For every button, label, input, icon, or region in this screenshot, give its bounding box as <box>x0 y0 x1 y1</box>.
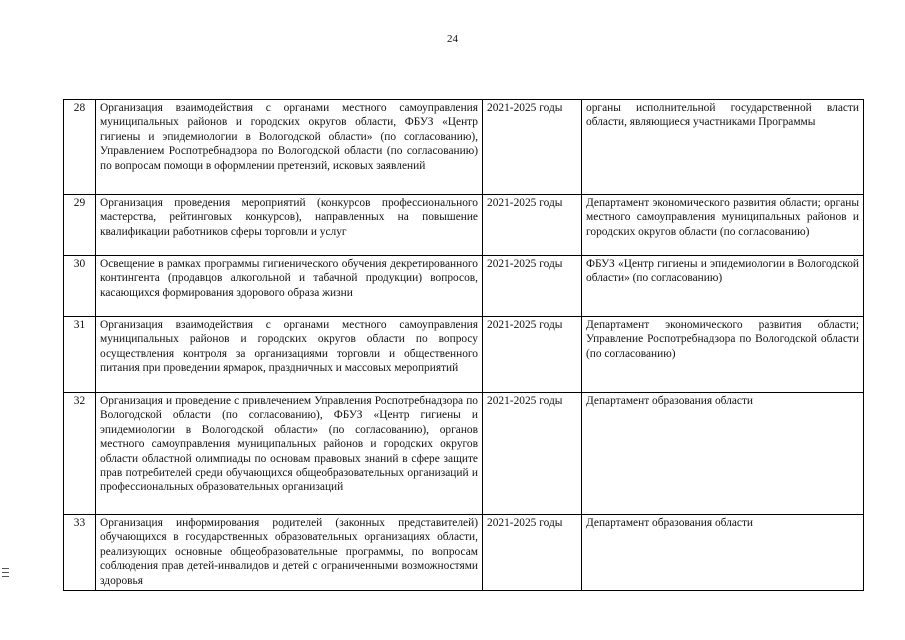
row-number: 31 <box>64 317 96 393</box>
table-row <box>64 393 864 515</box>
measure-period: 2021-2025 годы <box>483 100 582 195</box>
measure-period: 2021-2025 годы <box>483 515 582 591</box>
page-number: 24 <box>447 33 458 45</box>
table-row <box>64 100 864 195</box>
measure-period: 2021-2025 годы <box>483 393 582 515</box>
measure-period: 2021-2025 годы <box>483 256 582 317</box>
row-number: 28 <box>64 100 96 195</box>
measure-name: Организация информирования родителей (законных представителей) обучающихся в государственных образовательных организациях области, реализующих основные общеобразовательные программы, по вопросам соблюдения прав детей-инвалидов и детей с ограниченными возможностями здоровья <box>96 515 483 591</box>
measure-responsible: Департамент образования области <box>582 515 864 591</box>
table-row <box>64 317 864 393</box>
measure-name: Организация взаимодействия с органами местного самоуправления муниципальных районов и городских округов области, ФБУЗ «Центр гигиены и эпидемиологии в Вологодской области» (по согласованию), Управлением Роспотребнадзора по Вологодской области (по согласованию) по вопросам помощи в оформлении претензий, исковых заявлений <box>96 100 483 195</box>
measure-responsible: ФБУЗ «Центр гигиены и эпидемиологии в Вологодской области» (по согласованию) <box>582 256 864 317</box>
measure-period: 2021-2025 годы <box>483 317 582 393</box>
row-number: 33 <box>64 515 96 591</box>
scan-margin-mark <box>2 568 9 580</box>
row-number: 29 <box>64 195 96 256</box>
measure-responsible: Департамент экономического развития области; органы местного самоуправления муниципальных районов и городских округов области (по согласованию) <box>582 195 864 256</box>
measure-name: Организация взаимодействия с органами местного самоуправления муниципальных районов и городских округов области по вопросу осуществления контроля за организациями торговли и общественного питания при проведении ярмарок, праздничных и массовых мероприятий <box>96 317 483 393</box>
table-row <box>64 515 864 591</box>
measure-responsible: Департамент образования области <box>582 393 864 515</box>
measure-responsible: органы исполнительной государственной власти области, являющиеся участниками Программы <box>582 100 864 195</box>
measures-table <box>63 99 864 591</box>
row-number: 32 <box>64 393 96 515</box>
measure-name: Организация и проведение с привлечением Управления Роспотребнадзора по Вологодской области (по согласованию), ФБУЗ «Центр гигиены и эпидемиологии в Вологодской области» (по согласованию), органов местного самоуправления муниципальных районов и городских округов области областной олимпиады по основам правовых знаний в сфере защите прав потребителей среди обучающихся общеобразовательных организаций и профессиональных образовательных организаций <box>96 393 483 515</box>
table-row <box>64 195 864 256</box>
row-number: 30 <box>64 256 96 317</box>
measure-name: Освещение в рамках программы гигиенического обучения декретированного контингента (продавцов алкогольной и табачной продукции) вопросов, касающихся формирования здорового образа жизни <box>96 256 483 317</box>
table-row <box>64 256 864 317</box>
measure-period: 2021-2025 годы <box>483 195 582 256</box>
measure-name: Организация проведения мероприятий (конкурсов профессионального мастерства, рейтинговых конкурсов), направленных на повышение квалификации работников сферы торговли и услуг <box>96 195 483 256</box>
measure-responsible: Департамент экономического развития области; Управление Роспотребнадзора по Вологодской области (по согласованию) <box>582 317 864 393</box>
